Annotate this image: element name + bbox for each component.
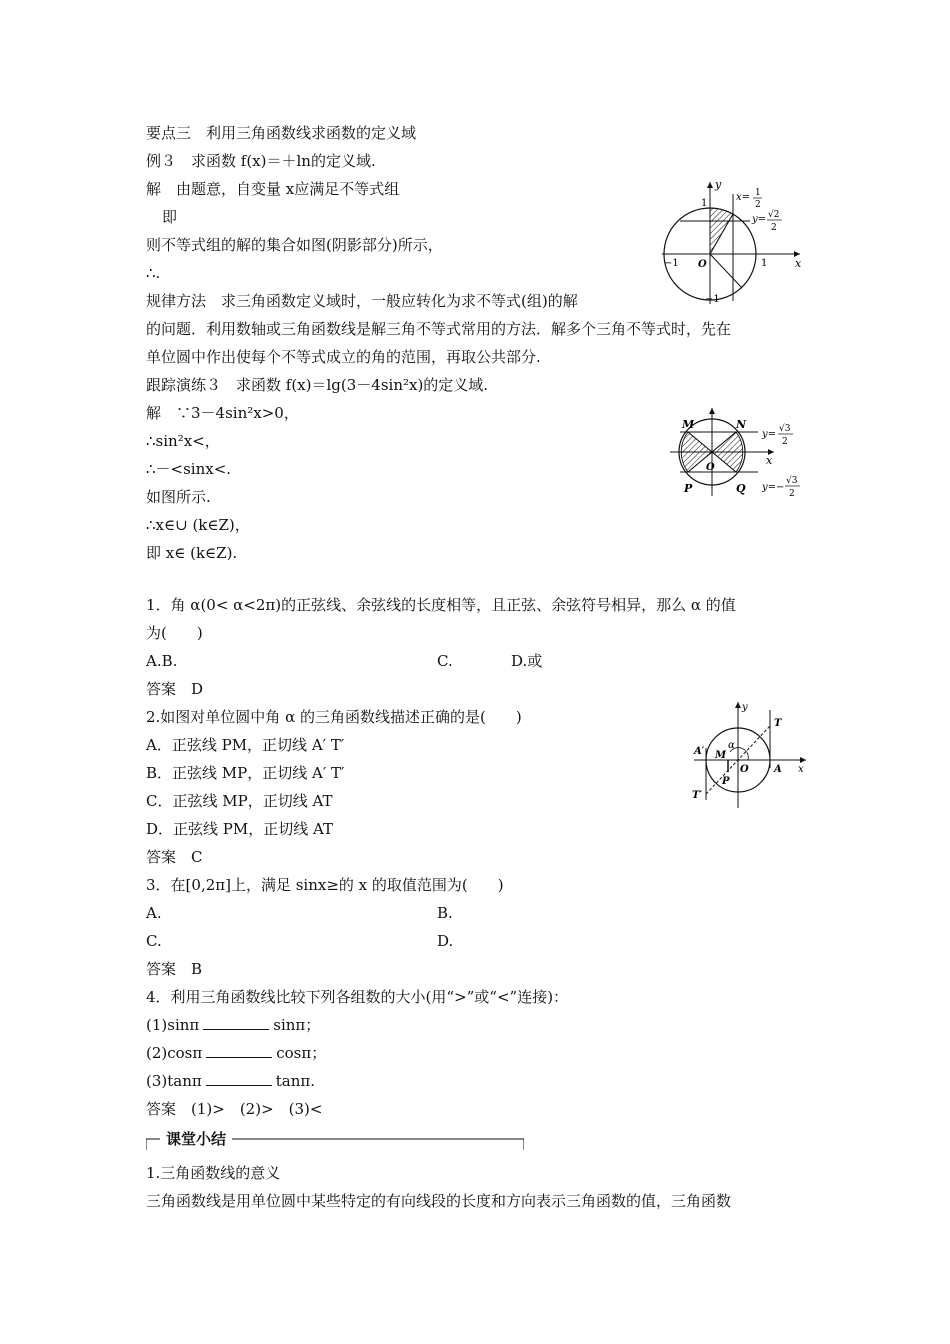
- q4-item-1-left: (1)sinπ: [146, 1016, 200, 1034]
- q1-line-2: 为( ): [146, 624, 203, 642]
- q4-item-2-left: (2)cosπ: [146, 1044, 203, 1062]
- solution-ji: 即: [162, 208, 178, 226]
- tick-1-right: 1: [761, 258, 768, 269]
- q4-item-3-right: tanπ.: [275, 1072, 316, 1090]
- point-Q: Q: [736, 482, 746, 495]
- practice-line-2: ∴sin²x<，: [146, 432, 220, 450]
- section-heading: 要点三 利用三角函数线求函数的定义域: [146, 124, 417, 142]
- q4-blank-3[interactable]: [206, 1073, 272, 1086]
- point-A: A: [774, 764, 782, 775]
- y-axis-label: y: [742, 702, 748, 713]
- q4-item-1-right: sinπ；: [273, 1016, 321, 1034]
- q2-option-b: B．正弦线 MP，正切线 A′ T′: [146, 764, 345, 782]
- y-eq-num: √2: [768, 210, 780, 220]
- tick-neg1-left: −1: [664, 258, 679, 269]
- origin-label: O: [698, 259, 707, 270]
- q4-item-2-right: cosπ；: [276, 1044, 327, 1062]
- origin-label: O: [706, 462, 715, 473]
- summary-text-1: 三角函数线是用单位圆中某些特定的有向线段的长度和方向表示三角函数的值，三角函数: [146, 1192, 732, 1210]
- x-axis-label: x: [795, 257, 802, 270]
- figure-unit-circle-1: [660, 176, 810, 306]
- q1-option-d: D.或: [511, 652, 543, 670]
- q4-stem: 4．利用三角函数线比较下列各组数的大小(用“>”或“<”连接)：: [146, 988, 569, 1006]
- practice-title: 跟踪演练３ 求函数 f(x)＝lg(3－4sin²x)的定义域.: [146, 376, 489, 394]
- q2-stem: 2.如图对单位圆中角 α 的三角函数线描述正确的是( ): [146, 708, 522, 726]
- q4-blank-1[interactable]: [203, 1017, 269, 1030]
- y-eq-pos-label: y=: [762, 429, 777, 440]
- y-eq-den: 2: [771, 223, 777, 233]
- origin-label: O: [740, 764, 749, 775]
- q3-stem: 3．在[0,2π]上，满足 sinx≥的 x 的取值范围为( ): [146, 876, 504, 894]
- q2-option-d: D．正弦线 PM，正切线 AT: [146, 820, 334, 838]
- solution-intro: 解 由题意，自变量 x应满足不等式组: [146, 180, 400, 198]
- q2-option-a: A．正弦线 PM，正切线 A′ T′: [146, 736, 345, 754]
- x-eq-den: 2: [755, 200, 761, 210]
- practice-line-5: ∴x∈∪ (k∈Z)，: [146, 516, 250, 534]
- summary-item-1: 1.三角函数线的意义: [146, 1164, 281, 1182]
- q1-answer: 答案 D: [146, 680, 204, 698]
- point-N: N: [736, 418, 747, 431]
- figure-unit-circle-2: [666, 406, 816, 498]
- tick-1-top: 1: [701, 198, 708, 209]
- practice-line-1: 解 ∵3－4sin²x>0，: [146, 404, 299, 422]
- point-A-prime: A′: [694, 746, 705, 757]
- method-line-3: 单位圆中作出使每个不等式成立的角的范围，再取公共部分.: [146, 348, 541, 366]
- q4-item-3-left: (3)tanπ: [146, 1072, 202, 1090]
- y-eq-pos-num: √3: [779, 424, 791, 434]
- solution-set: 则不等式组的解的集合如图(阴影部分)所示，: [146, 236, 443, 254]
- q2-answer: 答案 C: [146, 848, 203, 866]
- method-line-1: 规律方法 求三角函数定义域时，一般应转化为求不等式(组)的解: [146, 292, 578, 310]
- point-P: P: [684, 482, 693, 495]
- y-eq-pos-den: 2: [782, 437, 788, 447]
- summary-label: 课堂小结: [160, 1130, 232, 1148]
- x-eq-label: x=: [736, 192, 751, 203]
- point-T: T: [774, 718, 782, 729]
- q4-answer: 答案 (1)> (2)> (3)<: [146, 1100, 323, 1118]
- x-axis-label: x: [798, 764, 804, 775]
- q4-item-3: [146, 1072, 315, 1090]
- tick-neg1-bottom: −1: [705, 294, 720, 305]
- x-axis-label: x: [766, 454, 773, 467]
- q3-answer: 答案 B: [146, 960, 203, 978]
- q3-option-a: A.: [146, 904, 162, 922]
- q1-line-1: 1．角 α(0< α<2π)的正弦线、余弦线的长度相等，且正弦、余弦符号相异，那么 α 的值: [146, 596, 736, 614]
- practice-line-6: 即 x∈ (k∈Z).: [146, 544, 238, 562]
- point-P: P: [722, 776, 730, 787]
- practice-line-4: 如图所示.: [146, 488, 211, 506]
- q3-option-b: B.: [437, 904, 453, 922]
- y-eq-neg-den: 2: [789, 489, 795, 498]
- q2-option-c: C．正弦线 MP，正切线 AT: [146, 792, 333, 810]
- ray-2: [710, 254, 742, 288]
- y-eq-label: y=: [752, 214, 767, 225]
- y-eq-neg-label: y=−: [762, 482, 785, 493]
- q3-option-c: C.: [146, 932, 162, 950]
- point-T-prime: T′: [692, 790, 703, 801]
- q4-item-1: [146, 1016, 320, 1034]
- q4-blank-2[interactable]: [206, 1045, 272, 1058]
- y-axis-label: y: [715, 178, 722, 191]
- figure-trig-lines: [692, 698, 812, 810]
- summary-header: [146, 1130, 524, 1152]
- alpha-label: α: [728, 740, 735, 751]
- practice-line-3: ∴－<sinx<.: [146, 460, 232, 478]
- point-M: M: [715, 750, 727, 761]
- method-line-2: 的问题．利用数轴或三角函数线是解三角不等式常用的方法．解多个三角不等式时，先在: [146, 320, 732, 338]
- example-statement: 例３ 求函数 f(x)＝＋ln的定义域.: [146, 152, 376, 170]
- q3-option-d: D.: [437, 932, 454, 950]
- q4-item-2: [146, 1044, 326, 1062]
- q1-option-ab: A.B.: [146, 652, 178, 670]
- y-eq-neg-num: √3: [786, 476, 798, 486]
- q1-option-c: C.: [437, 652, 453, 670]
- x-eq-num: 1: [755, 188, 761, 198]
- therefore-line: ∴.: [146, 264, 161, 282]
- point-M: M: [682, 418, 695, 431]
